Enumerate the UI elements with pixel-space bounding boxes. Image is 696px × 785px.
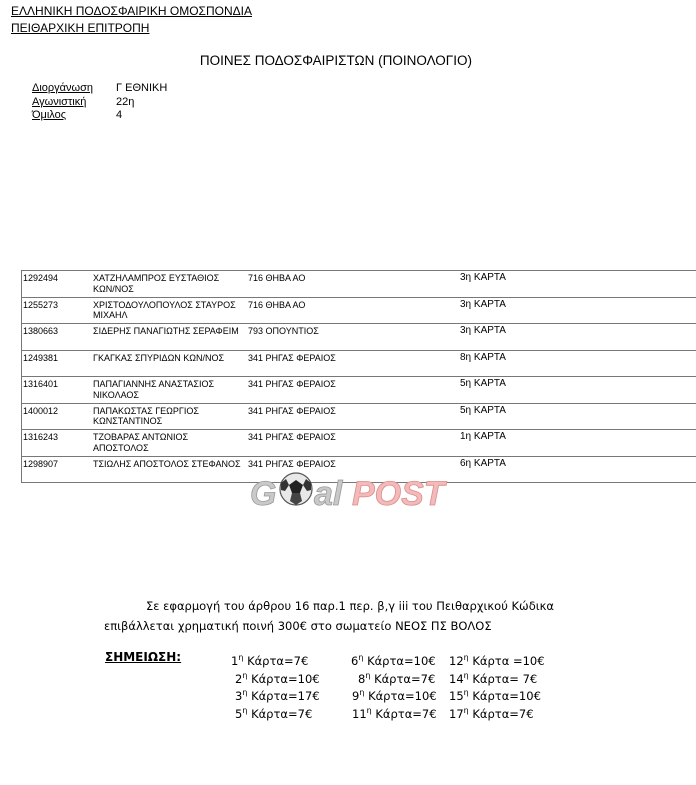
football-icon bbox=[280, 473, 312, 505]
team-name: 341 ΡΗΓΑΣ ΦΕΡΑΙΟΣ bbox=[248, 352, 336, 363]
notice-line-1: Σε εφαρμογή του άρθρου 16 παρ.1 περ. β,γ iii του Πειθαρχικού Κώδικα bbox=[146, 599, 554, 613]
table-row bbox=[22, 377, 696, 404]
meta-label: Όμιλος bbox=[32, 109, 67, 121]
fee-ordinal: η bbox=[242, 688, 248, 697]
fee-number: 3 bbox=[235, 689, 243, 703]
player-name: ΤΣΙΩΛΗΣ ΑΠΟΣΤΟΛΟΣ ΣΤΕΦΑΝΟΣ bbox=[93, 458, 241, 469]
svg-text:G: G bbox=[250, 475, 277, 513]
fee-text: Κάρτα=10€ bbox=[472, 689, 541, 703]
card-count: 3η ΚΑΡΤΑ bbox=[460, 272, 506, 283]
fee-number: 2 bbox=[235, 672, 243, 686]
team-name: 716 ΘΗΒΑ ΑΟ bbox=[248, 273, 306, 283]
table-row bbox=[22, 404, 696, 431]
player-id: 1249381 bbox=[23, 352, 59, 363]
player-id: 1316243 bbox=[23, 432, 59, 442]
player-name: ΣΙΔΕΡΗΣ ΠΑΝΑΓΙΩΤΗΣ ΣΕΡΑΦΕΙΜ bbox=[93, 326, 239, 336]
meta-value: Γ ΕΘΝΙΚΗ bbox=[116, 82, 168, 94]
fee-item bbox=[235, 685, 320, 704]
fee-item bbox=[352, 703, 437, 722]
table-row bbox=[22, 298, 696, 325]
fee-ordinal: η bbox=[359, 688, 365, 697]
table-row bbox=[22, 324, 696, 351]
fee-ordinal: η bbox=[238, 653, 244, 662]
fee-number: 14 bbox=[449, 672, 464, 686]
player-id: 1380663 bbox=[23, 326, 59, 336]
meta-group bbox=[32, 109, 122, 122]
fee-ordinal: η bbox=[463, 671, 469, 680]
page-title: ΠΟΙΝΕΣ ΠΟΔΟΣΦΑΙΡΙΣΤΩΝ (ΠΟΙΝΟΛΟΓΙΟ) bbox=[199, 53, 472, 68]
table-row bbox=[22, 351, 696, 378]
player-name: ΓΚΑΓΚΑΣ ΣΠΥΡΙΔΩΝ ΚΩΝ/ΝΟΣ bbox=[93, 352, 225, 363]
player-id: 1400012 bbox=[23, 405, 59, 416]
player-name: ΠΑΠΑΓΙΑΝΝΗΣ ΑΝΑΣΤΑΣΙΟΣ ΝΙΚΟΛΑΟΣ bbox=[93, 379, 215, 400]
player-name: ΠΑΠΑΚΩΣΤΑΣ ΓΕΩΡΓΙΟΣ ΚΩΝΣΤΑΝΤΙΝΟΣ bbox=[93, 405, 199, 426]
svg-text:POST: POST bbox=[352, 475, 445, 513]
table-row bbox=[22, 271, 696, 298]
fee-item bbox=[351, 650, 436, 669]
fee-item bbox=[449, 703, 534, 722]
goalpost-watermark-logo bbox=[248, 465, 448, 515]
card-count: 3η ΚΑΡΤΑ bbox=[460, 298, 506, 310]
fee-text: Κάρτα= 7€ bbox=[472, 672, 538, 686]
player-name: ΧΑΤΖΗΛΑΜΠΡΟΣ ΕΥΣΤΑΘΙΟΣ ΚΩΝ/ΝΟΣ bbox=[93, 273, 220, 294]
fee-number: 15 bbox=[449, 689, 464, 703]
fee-ordinal: η bbox=[358, 653, 364, 662]
fee-text: Κάρτα=17€ bbox=[251, 689, 320, 703]
fee-number: 5 bbox=[235, 707, 243, 721]
fee-ordinal: η bbox=[366, 706, 372, 715]
fee-number: 8 bbox=[358, 672, 366, 686]
fee-number: 9 bbox=[352, 689, 360, 703]
fine-notice bbox=[104, 596, 584, 636]
fee-number: 1 bbox=[231, 654, 239, 668]
meta-value: 4 bbox=[116, 109, 123, 121]
fee-text: Κάρτα=10€ bbox=[368, 689, 437, 703]
team-name: 716 ΘΗΒΑ ΑΟ bbox=[248, 299, 306, 310]
card-count: 3η ΚΑΡΤΑ bbox=[460, 325, 506, 336]
meta-value: 22η bbox=[116, 96, 135, 108]
table-row bbox=[22, 430, 696, 457]
fee-item bbox=[231, 650, 308, 669]
team-name: 341 ΡΗΓΑΣ ΦΕΡΑΙΟΣ bbox=[248, 379, 336, 389]
fee-ordinal: η bbox=[463, 706, 469, 715]
fee-ordinal: η bbox=[242, 671, 248, 680]
note-heading: ΣΗΜΕΙΩΣΗ: bbox=[105, 650, 182, 664]
fee-item bbox=[352, 685, 437, 704]
team-name: 793 ΟΠΟΥΝΤΙΟΣ bbox=[248, 326, 319, 336]
meta-label: Διοργάνωση bbox=[32, 82, 94, 94]
penalties-table bbox=[21, 270, 696, 483]
federation-name: ΕΛΛΗΝΙΚΗ ΠΟΔΟΣΦΑΙΡΙΚΗ ΟΜΟΣΠΟΝΔΙΑ bbox=[11, 4, 252, 18]
card-count: 5η ΚΑΡΤΑ bbox=[460, 404, 506, 416]
team-name: 341 ΡΗΓΑΣ ΦΕΡΑΙΟΣ bbox=[248, 458, 336, 469]
meta-matchday bbox=[32, 96, 134, 109]
fee-number: 17 bbox=[449, 707, 464, 721]
fee-item bbox=[449, 650, 545, 669]
team-name: 341 ΡΗΓΑΣ ΦΕΡΑΙΟΣ bbox=[248, 405, 336, 416]
fee-number: 6 bbox=[351, 654, 359, 668]
card-count: 5η ΚΑΡΤΑ bbox=[460, 378, 506, 389]
fee-item bbox=[449, 685, 541, 704]
fee-ordinal: η bbox=[242, 706, 248, 715]
fee-number: 12 bbox=[449, 654, 464, 668]
player-id: 1316401 bbox=[23, 379, 59, 389]
fee-text: Κάρτα=10€ bbox=[367, 654, 436, 668]
fee-text: Κάρτα=7€ bbox=[374, 672, 436, 686]
fee-ordinal: η bbox=[463, 688, 469, 697]
committee-name: ΠΕΙΘΑΡΧΙΚΗ ΕΠΙΤΡΟΠΗ bbox=[11, 21, 150, 35]
player-id: 1255273 bbox=[23, 299, 59, 310]
fee-text: Κάρτα=7€ bbox=[247, 654, 309, 668]
fee-number: 11 bbox=[352, 707, 367, 721]
fee-text: Κάρτα=7€ bbox=[251, 707, 313, 721]
notice-line-2: επιβάλλεται χρηματική ποινή 300€ στο σωματείο ΝΕΟΣ ΠΣ ΒΟΛΟΣ bbox=[104, 619, 492, 633]
player-name: ΤΖΟΒΑΡΑΣ ΑΝΤΩΝΙΟΣ ΑΠΟΣΤΟΛΟΣ bbox=[93, 432, 189, 453]
card-count: 8η ΚΑΡΤΑ bbox=[460, 351, 506, 363]
fee-text: Κάρτα=10€ bbox=[251, 672, 320, 686]
fee-ordinal: η bbox=[365, 671, 371, 680]
meta-label: Αγωνιστική bbox=[32, 96, 87, 108]
player-id: 1292494 bbox=[23, 273, 59, 283]
svg-text:al: al bbox=[314, 475, 343, 513]
card-count: 6η ΚΑΡΤΑ bbox=[460, 457, 506, 469]
card-count: 1η ΚΑΡΤΑ bbox=[460, 431, 506, 442]
team-name: 341 ΡΗΓΑΣ ΦΕΡΑΙΟΣ bbox=[248, 432, 336, 442]
fee-text: Κάρτα=7€ bbox=[375, 707, 437, 721]
fee-text: Κάρτα=7€ bbox=[472, 707, 534, 721]
fee-ordinal: η bbox=[463, 653, 469, 662]
player-name: ΧΡΙΣΤΟΔΟΥΛΟΠΟΥΛΟΣ ΣΤΑΥΡΟΣ ΜΙΧΑΗΛ bbox=[93, 299, 236, 320]
fee-text: Κάρτα =10€ bbox=[472, 654, 545, 668]
player-id: 1298907 bbox=[23, 458, 59, 469]
meta-competition bbox=[32, 82, 167, 95]
fee-item bbox=[235, 703, 312, 722]
